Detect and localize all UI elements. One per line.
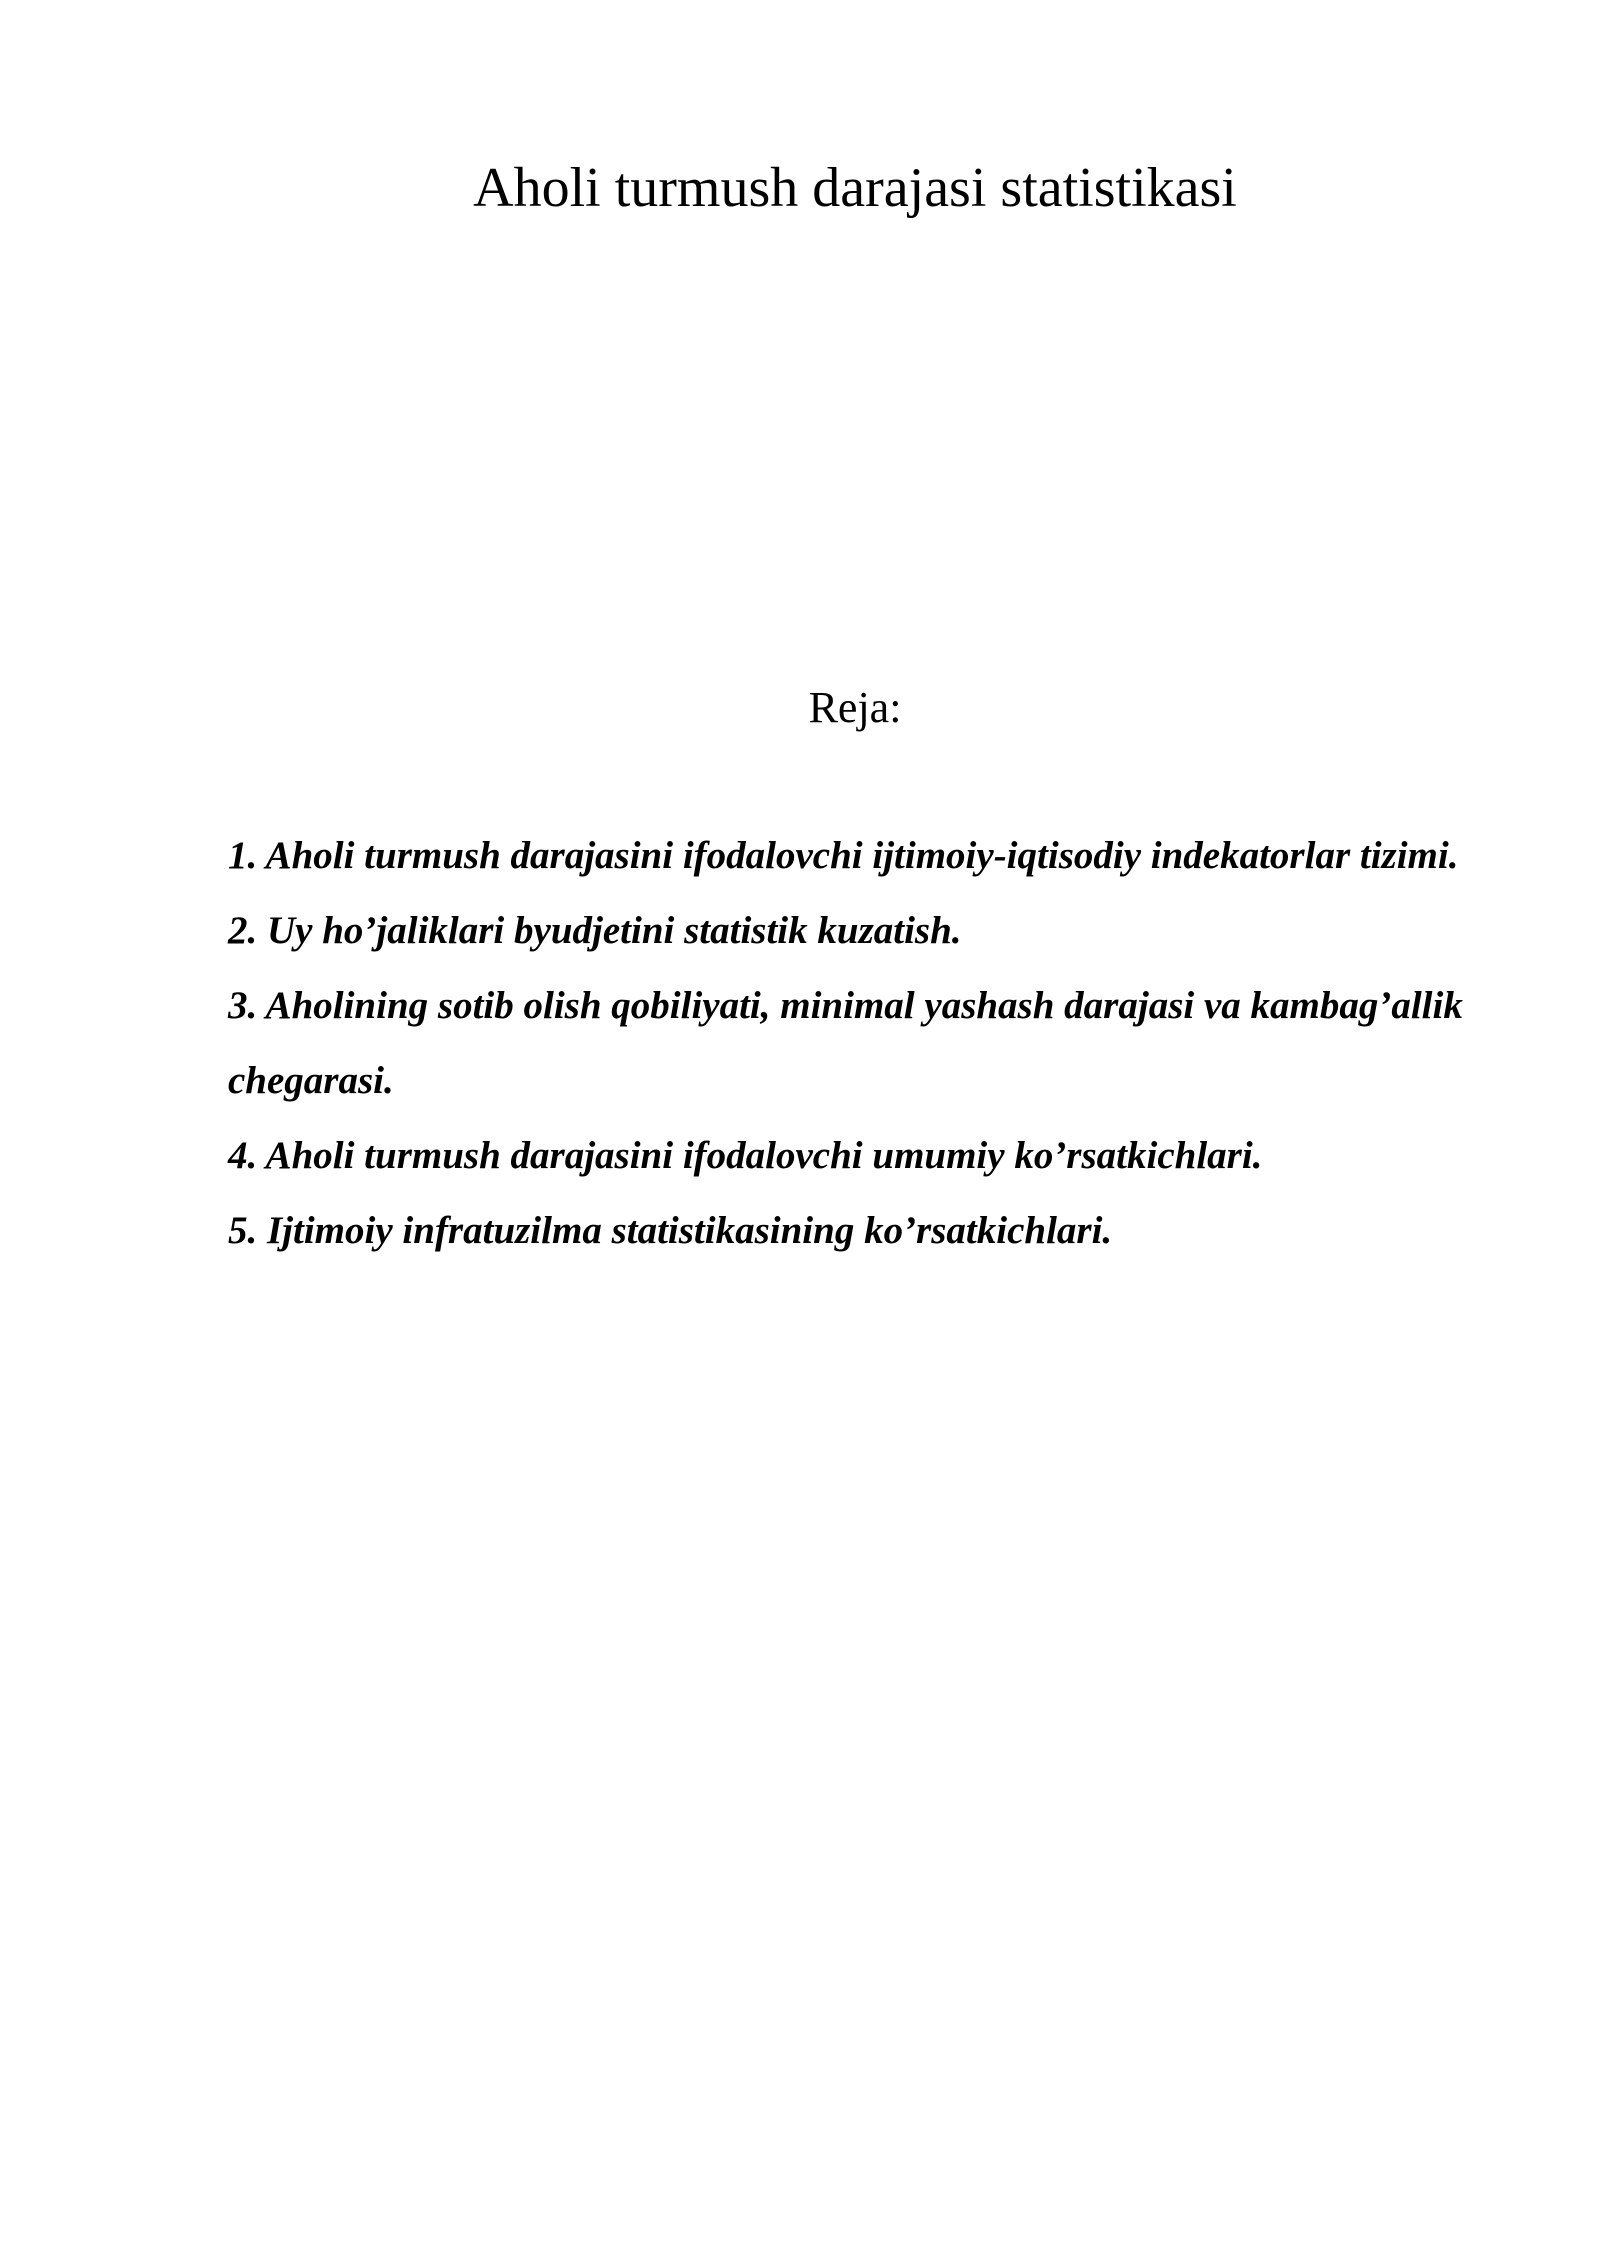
plan-heading: Reja: xyxy=(808,683,902,732)
plan-item: 3. Aholining sotib olish qobiliyati, minimal yashash darajasi va kambag’allik chegarasi. xyxy=(228,984,1463,1102)
plan-list xyxy=(228,818,1488,1268)
plan-item: 4. Aholi turmush darajasini ifodalovchi umumiy ko’rsatkichlari. xyxy=(228,1134,1263,1177)
document-title: Aholi turmush darajasi statistikasi xyxy=(473,157,1237,219)
plan-item: 2. Uy ho’jaliklari byudjetini statistik kuzatish. xyxy=(228,909,962,952)
plan-item: 1. Aholi turmush darajasini ifodalovchi ijtimoiy-iqtisodiy indekatorlar tizimi. xyxy=(228,834,1459,877)
plan-item: 5. Ijtimoiy infratuzilma statistikasining ko’rsatkichlari. xyxy=(228,1209,1113,1252)
